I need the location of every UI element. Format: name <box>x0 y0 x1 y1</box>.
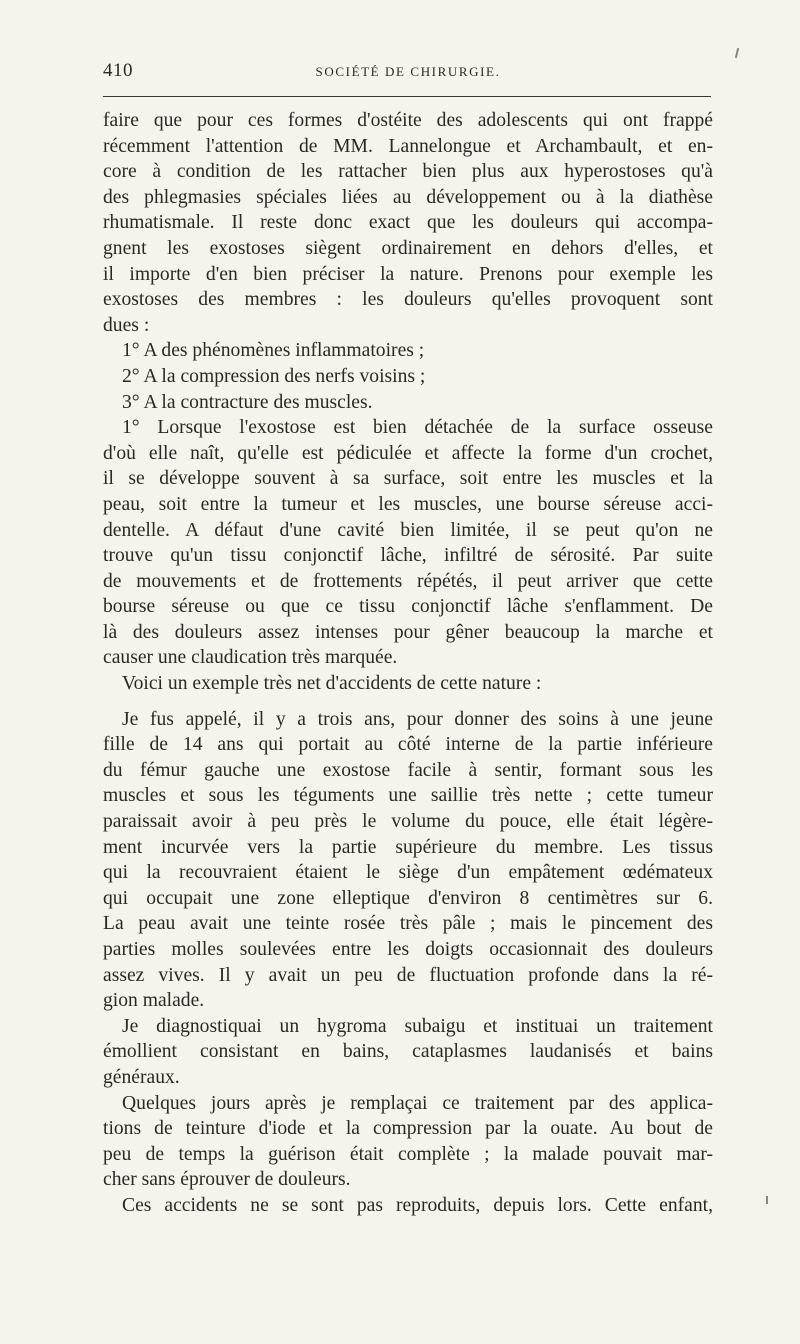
running-head: SOCIÉTÉ DE CHIRURGIE. <box>315 64 501 79</box>
paper-speck <box>735 48 739 58</box>
text-line: peau, soit entre la tumeur et les muscles, une bourse séreuse acci- <box>103 493 713 515</box>
quote-gap <box>103 697 713 707</box>
text-line: assez vives. Il y avait un peu de fluctuation profonde dans la ré- <box>103 964 713 986</box>
text-line: fille de 14 ans qui portait au côté interne de la partie inférieure <box>103 734 713 756</box>
paragraph-start: Voici un exemple très net d'accidents de cette nature : <box>122 673 542 695</box>
text-line: La peau avait une teinte rosée très pâle ; mais le pincement des <box>103 913 713 935</box>
paragraph-start: Je fus appelé, il y a trois ans, pour donner des soins à une jeune <box>122 708 713 730</box>
text-line: tions de teinture d'iode et la compression par la ouate. Au bout de <box>103 1118 713 1140</box>
text-line: généraux. <box>103 1066 180 1088</box>
text-line: il se développe souvent à sa surface, soit entre les muscles et la <box>103 468 713 490</box>
list-item: 3° A la contracture des muscles. <box>122 391 373 413</box>
text-line: cher sans éprouver de douleurs. <box>103 1169 351 1191</box>
text-line: ment incurvée vers la partie supérieure du membre. Les tissus <box>103 836 713 858</box>
text-line: là des douleurs assez intenses pour gêner beaucoup la marche et <box>103 621 713 643</box>
text-line: d'où elle naît, qu'elle est pédiculée et affecte la forme d'un crochet, <box>103 442 713 464</box>
text-line: récemment l'attention de MM. Lannelongue et Archambault, et en- <box>103 135 713 157</box>
list-item: 1° A des phénomènes inflammatoires ; <box>122 340 425 362</box>
text-line: muscles et sous les téguments une saillie très nette ; cette tumeur <box>103 785 713 807</box>
text-line: gion malade. <box>103 990 205 1012</box>
text-line: il importe d'en bien préciser la nature. Prenons pour exemple les <box>103 263 713 285</box>
list-item: 2° A la compression des nerfs voisins ; <box>122 365 426 387</box>
paragraph-start: Ces accidents ne se sont pas reproduits, depuis lors. Cette enfant, <box>122 1194 713 1216</box>
paragraph-start: Je diagnostiquai un hygroma subaigu et instituai un traitement <box>122 1015 713 1037</box>
text-line: peu de temps la guérison était complète ; la malade pouvait mar- <box>103 1143 713 1165</box>
body-text <box>103 108 713 1219</box>
text-line: qui occupait une zone elleptique d'environ 8 centimètres sur 6. <box>103 887 713 909</box>
text-line: paraissait avoir à peu près le volume du pouce, elle était légère- <box>103 811 713 833</box>
page-number: 410 <box>103 60 133 81</box>
text-line: rhumatismale. Il reste donc exact que les douleurs qui accompa- <box>103 212 713 234</box>
text-line: faire que pour ces formes d'ostéite des adolescents qui ont frappé <box>103 110 713 131</box>
text-line: émollient consistant en bains, cataplasmes laudanisés et bains <box>103 1041 713 1063</box>
paragraph-start: 1° Lorsque l'exostose est bien détachée de la surface osseuse <box>122 417 713 439</box>
text-line: exostoses des membres : les douleurs qu'elles provoquent sont <box>103 289 713 311</box>
text-line: bourse séreuse ou que ce tissu conjonctif lâche s'enflamment. De <box>103 596 713 618</box>
text-line: qui la recouvraient étaient le siège d'un empâtement œdémateux <box>103 862 713 884</box>
header-rule <box>103 96 711 97</box>
text-line: de mouvements et de frottements répétés, il peut arriver que cette <box>103 570 713 592</box>
text-line: dues : <box>103 314 150 336</box>
text-line: gnent les exostoses siègent ordinairement en dehors d'elles, et <box>103 237 713 259</box>
text-line: causer une claudication très marquée. <box>103 647 398 669</box>
text-line: trouve qu'un tissu conjonctif lâche, infiltré de sérosité. Par suite <box>103 545 713 567</box>
text-line: parties molles soulevées entre les doigts occasionnait des douleurs <box>103 939 713 960</box>
text-line: du fémur gauche une exostose facile à sentir, formant sous les <box>103 759 713 781</box>
paper-speck <box>766 1196 768 1204</box>
text-line: core à condition de les rattacher bien plus aux hyperostoses qu'à <box>103 161 713 183</box>
text-line: des phlegmasies spéciales liées au développement ou à la diathèse <box>103 186 713 208</box>
text-line: dentelle. A défaut d'une cavité bien limitée, il se peut qu'on ne <box>103 519 713 541</box>
page-header <box>103 58 713 88</box>
paragraph-start: Quelques jours après je remplaçai ce traitement par des applica- <box>122 1092 713 1114</box>
